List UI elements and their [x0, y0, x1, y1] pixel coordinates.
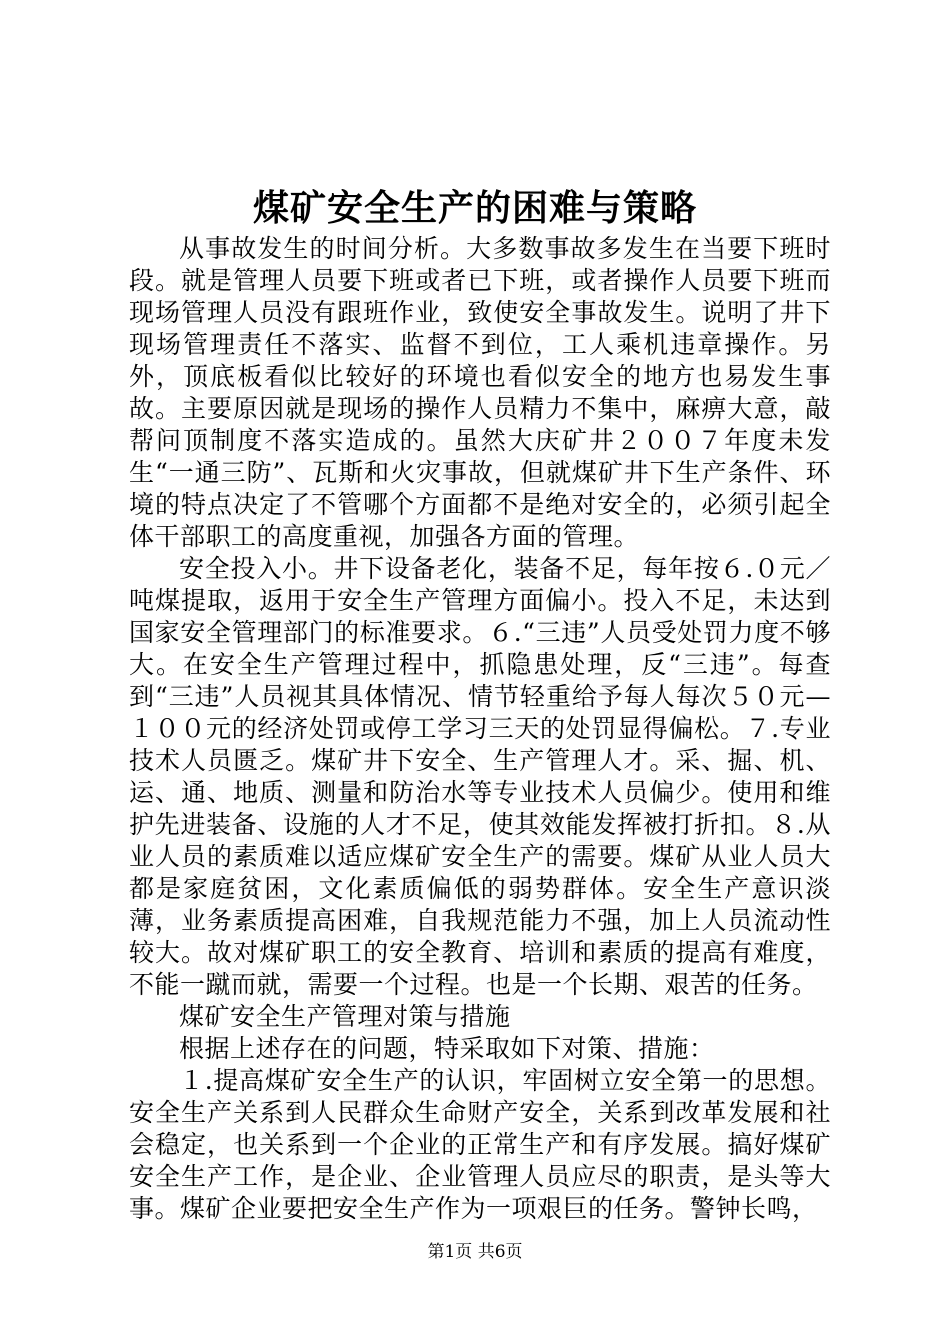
- paragraph-measure-1: １.提高煤矿安全生产的认识，牢固树立安全第一的思想。安全生产关系到人民群众生命财产安全，关系到改革发展和社会稳定，也关系到一个企业的正常生产和有序发展。搞好煤矿安全生产工作，是企业、企业管理人员应尽的职责，是头等大事。煤矿企业要把安全生产作为一项艰巨的任务。警钟长鸣，: [129, 1066, 831, 1223]
- document-body: [129, 233, 831, 1225]
- page-footer: 第1页 共6页: [427, 1242, 523, 1262]
- document-title: 煤矿安全生产的困难与策略: [252, 187, 697, 229]
- paragraph-investment-and-staff: 安全投入小。井下设备老化，装备不足，每年按６.０元／吨煤提取，返用于安全生产管理方面偏小。投入不足，未达到国家安全管理部门的标准要求。６.“三违”人员受处罚力度不够大。在安全生产管理过程中，抓隐患处理，反“三违”。每查到“三违”人员视其具体情况、情节轻重给予每人每次５０元—１００元的经济处罚或停工学习三天的处罚显得偏松。７.专业技术人员匮乏。煤矿井下安全、生产管理人才。采、掘、机、运、通、地质、测量和防治水等专业技术人员偏少。使用和维护先进装备、设施的人才不足，使其效能发挥被打折扣。８.从业人员的素质难以适应煤矿安全生产的需要。煤矿从业人员大都是家庭贫困，文化素质偏低的弱势群体。安全生产意识淡薄，业务素质提高困难，自我规范能力不强，加上人员流动性较大。故对煤矿职工的安全教育、培训和素质的提高有难度，不能一蹴而就，需要一个过程。也是一个长期、艰苦的任务。: [129, 554, 831, 999]
- paragraph-accident-timing: 从事故发生的时间分析。大多数事故多发生在当要下班时段。就是管理人员要下班或者已下班，或者操作人员要下班而现场管理人员没有跟班作业，致使安全事故发生。说明了井下现场管理责任不落实、监督不到位，工人乘机违章操作。另外，顶底板看似比较好的环境也看似安全的地方也易发生事故。主要原因就是现场的操作人员精力不集中，麻痹大意，敲帮问顶制度不落实造成的。虽然大庆矿井２００７年度未发生“一通三防”、瓦斯和火灾事故，但就煤矿井下生产条件、环境的特点决定了不管哪个方面都不是绝对安全的，必须引起全体干部职工的高度重视，加强各方面的管理。: [129, 234, 831, 551]
- section-heading-countermeasures: 煤矿安全生产管理对策与措施: [179, 1002, 511, 1031]
- paragraph-intro-measures: 根据上述存在的问题，特采取如下对策、措施：: [179, 1034, 715, 1063]
